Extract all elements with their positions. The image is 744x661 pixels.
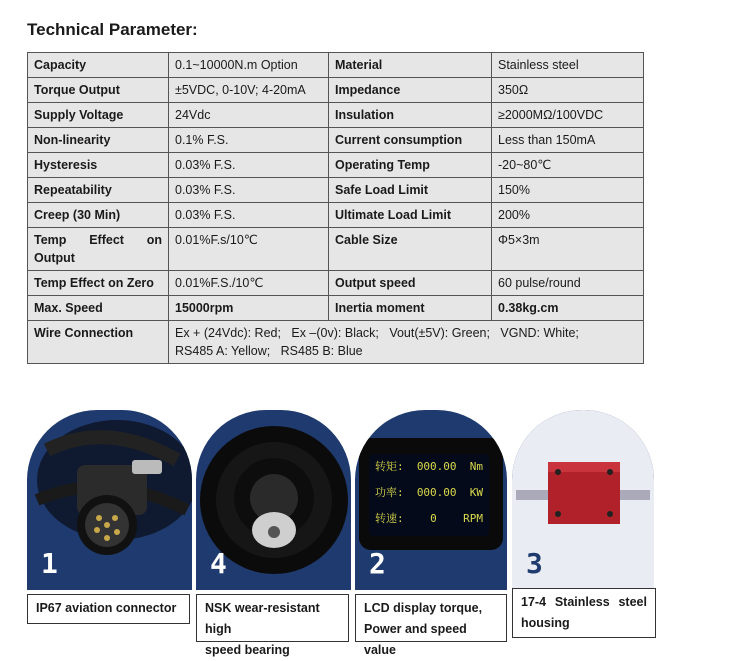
param-label: Capacity — [28, 53, 169, 78]
param-value: 0.1% F.S. — [169, 128, 329, 153]
lcd-row-speed — [375, 506, 483, 532]
param-value: 350Ω — [492, 78, 644, 103]
param-value: 60 pulse/round — [492, 271, 644, 296]
wire-line: Ex + (24Vdc): Red; Ex –(0v): Black; Vout(±5V): Green; VGND: White; — [175, 326, 579, 340]
param-value: 0.1~10000N.m Option — [169, 53, 329, 78]
caption-text: Power and speed value — [364, 622, 467, 657]
caption-text: IP67 aviation connector — [36, 601, 177, 615]
caption-nsk-bearing — [196, 594, 349, 657]
lcd-row-torque — [375, 454, 483, 480]
caption-text: NSK wear-resistant high — [205, 601, 320, 636]
param-label: Max. Speed — [28, 296, 169, 321]
lcd-label: 转矩: — [375, 460, 404, 473]
param-value: 0.03% F.S. — [169, 203, 329, 228]
param-label: Material — [329, 53, 492, 78]
table-row — [28, 228, 644, 271]
param-label: Cable Size — [329, 228, 492, 271]
photo-number: 1 — [41, 547, 58, 580]
table-row — [28, 103, 644, 128]
lcd-screen — [369, 454, 489, 536]
param-value: Φ5×3m — [492, 228, 644, 271]
param-value: Less than 150mA — [492, 128, 644, 153]
table-row — [28, 53, 644, 78]
param-value: 24Vdc — [169, 103, 329, 128]
param-label-word: Output — [34, 251, 75, 265]
photo-lcd-display — [355, 410, 507, 590]
param-value: 0.01%F.s/10℃ — [169, 228, 329, 271]
caption-text: speed bearing — [205, 643, 290, 657]
param-label: Ultimate Load Limit — [329, 203, 492, 228]
param-label: Hysteresis — [28, 153, 169, 178]
param-label: Output speed — [329, 271, 492, 296]
param-label-word: Effect — [89, 233, 124, 247]
lcd-label: 转速: — [375, 512, 404, 525]
param-label: Safe Load Limit — [329, 178, 492, 203]
table-row — [28, 271, 644, 296]
param-label: Supply Voltage — [28, 103, 169, 128]
photo-nsk-bearing — [196, 410, 351, 590]
table-row — [28, 321, 644, 364]
param-value: 200% — [492, 203, 644, 228]
caption-text: 17-4 — [521, 595, 547, 609]
param-label: Impedance — [329, 78, 492, 103]
param-label: Torque Output — [28, 78, 169, 103]
table-row — [28, 178, 644, 203]
lcd-unit: RPM — [463, 512, 483, 525]
param-label: Temp Effect on Zero — [28, 271, 169, 296]
table-row — [28, 78, 644, 103]
caption-text: LCD display torque, — [364, 601, 483, 615]
param-label — [28, 228, 169, 271]
param-value: -20~80℃ — [492, 153, 644, 178]
param-label: Repeatability — [28, 178, 169, 203]
lcd-label: 功率: — [375, 486, 404, 499]
page-title: Technical Parameter: — [27, 20, 198, 39]
table-row — [28, 128, 644, 153]
param-label: Inertia moment — [329, 296, 492, 321]
param-label: Insulation — [329, 103, 492, 128]
param-label: Current consumption — [329, 128, 492, 153]
lcd-value: 000.00 — [416, 486, 457, 499]
photo-number: 4 — [210, 547, 227, 580]
caption-aviation-connector — [27, 594, 190, 624]
caption-text: Stainless — [554, 595, 610, 609]
photo-number: 3 — [526, 547, 543, 580]
param-label-word: on — [146, 233, 162, 247]
table-row — [28, 153, 644, 178]
param-label: Operating Temp — [329, 153, 492, 178]
photo-aviation-connector — [27, 410, 192, 590]
caption-text: steel — [618, 595, 647, 609]
wire-line: RS485 A: Yellow; RS485 B: Blue — [175, 344, 363, 358]
lcd-unit: Nm — [469, 460, 483, 473]
param-value: 0.01%F.S./10℃ — [169, 271, 329, 296]
param-value: 0.38kg.cm — [492, 296, 644, 321]
param-value: 150% — [492, 178, 644, 203]
lcd-row-power — [375, 480, 483, 506]
caption-steel-housing — [512, 588, 656, 638]
param-label-word: Temp — [34, 233, 67, 247]
spec-table — [27, 52, 644, 364]
param-value: 0.03% F.S. — [169, 178, 329, 203]
caption-text: housing — [521, 616, 570, 630]
table-row — [28, 203, 644, 228]
param-value: ≥2000MΩ/100VDC — [492, 103, 644, 128]
param-value: ±5VDC, 0-10V; 4-20mA — [169, 78, 329, 103]
param-label: Wire Connection — [28, 321, 169, 364]
param-value: 0.03% F.S. — [169, 153, 329, 178]
lcd-value: 000.00 — [416, 460, 457, 473]
lcd-value: 0 — [430, 512, 437, 525]
photo-steel-housing — [512, 410, 654, 590]
wire-connection-value — [169, 321, 644, 364]
param-value: 15000rpm — [169, 296, 329, 321]
param-label: Non-linearity — [28, 128, 169, 153]
caption-lcd-display — [355, 594, 507, 657]
table-row — [28, 296, 644, 321]
lcd-unit: KW — [469, 486, 483, 499]
param-value: Stainless steel — [492, 53, 644, 78]
param-label: Creep (30 Min) — [28, 203, 169, 228]
photo-number: 2 — [369, 547, 386, 580]
